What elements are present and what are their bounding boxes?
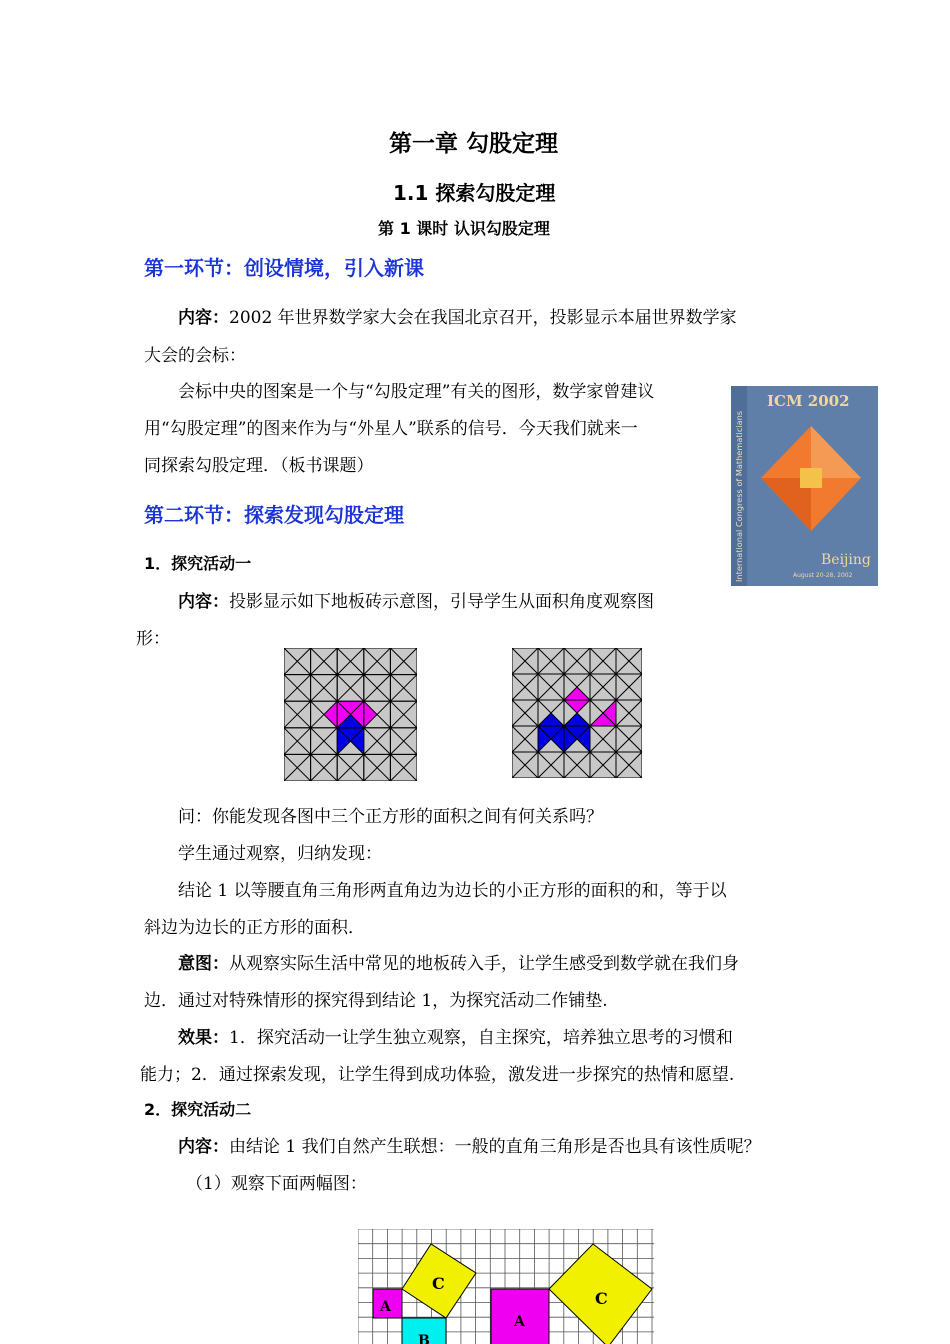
conclusion1-line2: 斜边为边长的正方形的面积． [144,918,365,938]
label-a-left: A [380,1299,391,1315]
effect-line1 [178,1023,733,1048]
part1-heading: 第一环节：创设情境，引入新课 [144,256,424,280]
part1-paragraph2-line3: 同探索勾股定理．（板书课题） [144,456,374,476]
icm2002-logo [731,386,878,586]
label-b-left: B [418,1333,430,1344]
label-c-left: C [432,1274,445,1293]
grid-squares-figure [358,1229,654,1344]
effect-line2: 能力；2．通过探索发现，让学生得到成功体验，激发进一步探究的热情和愿望. [140,1065,735,1085]
content-label: 内容： [178,592,229,612]
intent-line1-text: 从观察实际生活中常见的地板砖入手，让学生感受到数学就在我们身 [229,954,739,974]
label-a-right: A [514,1314,525,1330]
content-label: 内容： [178,1137,229,1157]
activity2-title: 2．探究活动二 [144,1100,252,1119]
activity1-content-line1 [178,587,654,612]
floor-tile-figure-1 [284,648,417,781]
intent-line2: 边．通过对特殊情形的探究得到结论 1，为探究活动二作铺垫. [144,991,608,1011]
part1-paragraph1-line2: 大会的会标： [144,346,246,366]
chapter-title: 第一章 勾股定理 [389,131,559,157]
floor-tile-figure-2 [512,648,642,778]
intent-label: 意图： [178,954,229,974]
activity1-question: 问：你能发现各图中三个正方形的面积之间有何关系吗？ [178,807,603,827]
logo-title: ICM 2002 [767,392,850,410]
part1-paragraph1-line1 [178,303,737,328]
part1-paragraph2-line1: 会标中央的图案是一个与“勾股定理”有关的图形，数学家曾建议 [178,382,655,402]
act2-line1-text: 由结论 1 我们自然产生联想：一般的直角三角形是否也具有该性质呢？ [229,1137,761,1157]
intent-line1 [178,949,739,974]
part2-heading: 第二环节：探索发现勾股定理 [144,503,404,527]
label-c-right: C [595,1289,608,1308]
activity1-observe: 学生通过观察，归纳发现： [178,844,382,864]
p1-line1-text: 2002 年世界数学家大会在我国北京召开，投影显示本届世界数学家 [229,308,737,328]
section-title: 1.1 探索勾股定理 [393,181,556,205]
activity1-title: 1．探究活动一 [144,554,252,573]
logo-city: Beijing [821,552,871,568]
logo-side-text: International Congress of Mathematicians [734,410,744,582]
conclusion1-line1: 结论 1 以等腰直角三角形两直角边为边长的小正方形的面积的和，等于以 [178,881,727,901]
effect-label: 效果： [178,1028,229,1048]
content-label: 内容： [178,308,229,328]
act1-line1-text: 投影显示如下地板砖示意图，引导学生从面积角度观察图 [229,592,654,612]
part1-paragraph2-line2: 用“勾股定理”的图来作为与“外星人”联系的信号．今天我们就来一 [144,419,638,439]
logo-date: August 20-28, 2002 [793,572,853,579]
activity2-content-line2: （1）观察下面两幅图： [186,1174,367,1194]
activity1-content-line2: 形： [136,629,170,649]
lesson-title: 第 1 课时 认识勾股定理 [378,219,550,238]
activity2-content-line1 [178,1132,761,1157]
effect-line1-text: 1．探究活动一让学生独立观察，自主探究，培养独立思考的习惯和 [229,1028,733,1048]
